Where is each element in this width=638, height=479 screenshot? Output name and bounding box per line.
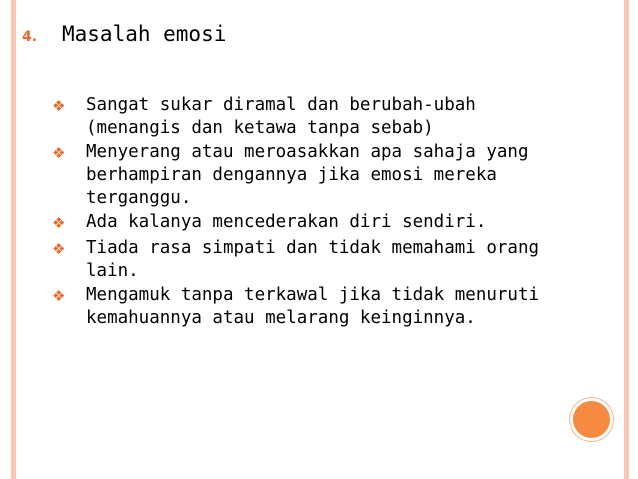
left-border-stripe bbox=[11, 0, 16, 479]
list-item bbox=[52, 140, 597, 210]
bullet-text: Menyerang atau meroasakkan apa sahaja yang berhampiran dengannya jika emosi mereka terganggu. bbox=[86, 142, 529, 208]
diamond-cluster-icon: ❖ bbox=[52, 240, 66, 258]
list-item bbox=[52, 93, 597, 140]
diamond-cluster-icon: ❖ bbox=[52, 97, 66, 115]
list-item bbox=[52, 283, 597, 330]
decorative-circle bbox=[570, 398, 613, 441]
diamond-cluster-icon: ❖ bbox=[52, 287, 66, 305]
list-item bbox=[52, 210, 597, 236]
bullet-text: Mengamuk tanpa terkawal jika tidak menuruti kemahuannya atau melarang keinginnya. bbox=[86, 285, 540, 328]
diamond-cluster-icon: ❖ bbox=[52, 214, 66, 232]
bullet-list bbox=[52, 93, 597, 330]
bullet-text: Tiada rasa simpati dan tidak memahami orang lain. bbox=[86, 238, 540, 281]
bullet-text: Ada kalanya mencederakan diri sendiri. bbox=[86, 212, 487, 232]
bullet-text: Sangat sukar diramal dan berubah-ubah (menangis dan ketawa tanpa sebab) bbox=[86, 95, 476, 138]
heading-number: 4. bbox=[22, 29, 38, 45]
diamond-cluster-icon: ❖ bbox=[52, 144, 66, 162]
slide-heading bbox=[22, 22, 226, 46]
right-border-stripe bbox=[624, 0, 629, 479]
heading-title: Masalah emosi bbox=[62, 22, 227, 46]
list-item bbox=[52, 236, 597, 283]
